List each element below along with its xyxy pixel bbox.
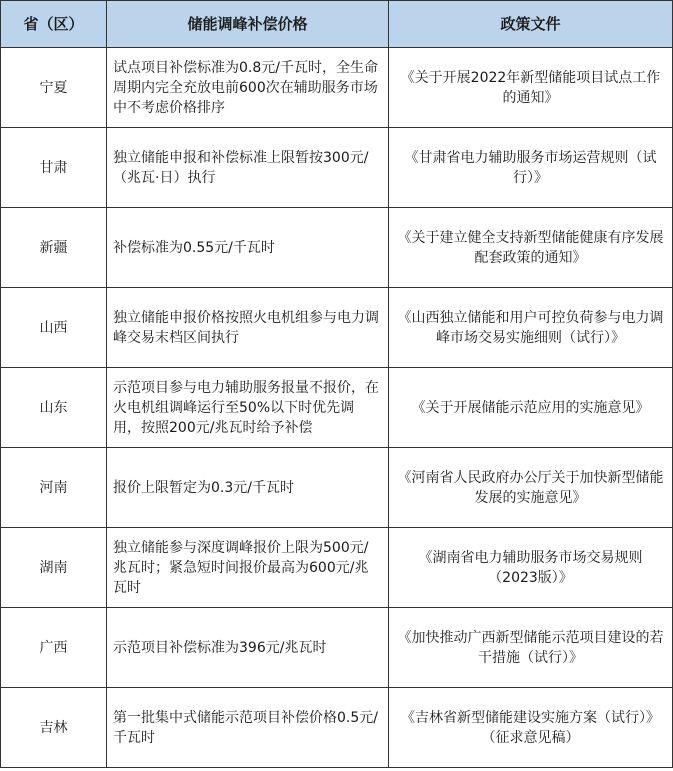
policy-cell: 《加快推动广西新型储能示范项目建设的若干措施（试行）》: [389, 608, 673, 688]
table-row: [1, 448, 673, 528]
price-cell: 独立储能参与深度调峰报价上限为500元/兆瓦时；紧急短时间报价最高为600元/兆瓦时: [107, 528, 389, 608]
price-cell: 试点项目补偿标准为0.8元/千瓦时，全生命周期内完全充放电前600次在辅助服务市场中不考虑价格排序: [107, 48, 389, 128]
price-cell: 补偿标准为0.55元/千瓦时: [107, 208, 389, 288]
header-policy: 政策文件: [389, 1, 673, 48]
price-cell: 报价上限暂定为0.3元/千瓦时: [107, 448, 389, 528]
price-cell: 示范项目参与电力辅助服务报量不报价，在火电机组调峰运行至50%以下时优先调用，按照200元/兆瓦时给予补偿: [107, 368, 389, 448]
header-row: [1, 1, 673, 48]
price-cell: 示范项目补偿标准为396元/兆瓦时: [107, 608, 389, 688]
policy-cell: 《湖南省电力辅助服务市场交易规则（2023版）》: [389, 528, 673, 608]
table-row: [1, 48, 673, 128]
table-row: [1, 128, 673, 208]
price-cell: 独立储能申报价格按照火电机组参与电力调峰交易末档区间执行: [107, 288, 389, 368]
price-cell: 独立储能申报和补偿标准上限暂按300元/（兆瓦·日）执行: [107, 128, 389, 208]
policy-cell: 《甘肃省电力辅助服务市场运营规则（试行）》: [389, 128, 673, 208]
header-price: 储能调峰补偿价格: [107, 1, 389, 48]
province-cell: 吉林: [1, 688, 107, 768]
province-cell: 湖南: [1, 528, 107, 608]
table-row: [1, 368, 673, 448]
table-row: [1, 528, 673, 608]
province-cell: 新疆: [1, 208, 107, 288]
policy-cell: 《山西独立储能和用户可控负荷参与电力调峰市场交易实施细则（试行）》: [389, 288, 673, 368]
price-cell: 第一批集中式储能示范项目补偿价格0.5元/千瓦时: [107, 688, 389, 768]
table-row: [1, 688, 673, 768]
policy-cell: 《关于建立健全支持新型储能健康有序发展配套政策的通知》: [389, 208, 673, 288]
table-row: [1, 288, 673, 368]
policy-cell: 《关于开展储能示范应用的实施意见》: [389, 368, 673, 448]
table-row: [1, 208, 673, 288]
province-cell: 广西: [1, 608, 107, 688]
province-cell: 甘肃: [1, 128, 107, 208]
province-cell: 河南: [1, 448, 107, 528]
province-cell: 山东: [1, 368, 107, 448]
policy-cell: 《河南省人民政府办公厅关于加快新型储能发展的实施意见》: [389, 448, 673, 528]
table-row: [1, 608, 673, 688]
policy-cell: 《吉林省新型储能建设实施方案（试行）》（征求意见稿）: [389, 688, 673, 768]
policy-cell: 《关于开展2022年新型储能项目试点工作的通知》: [389, 48, 673, 128]
header-province: 省（区）: [1, 1, 107, 48]
province-cell: 山西: [1, 288, 107, 368]
province-cell: 宁夏: [1, 48, 107, 128]
